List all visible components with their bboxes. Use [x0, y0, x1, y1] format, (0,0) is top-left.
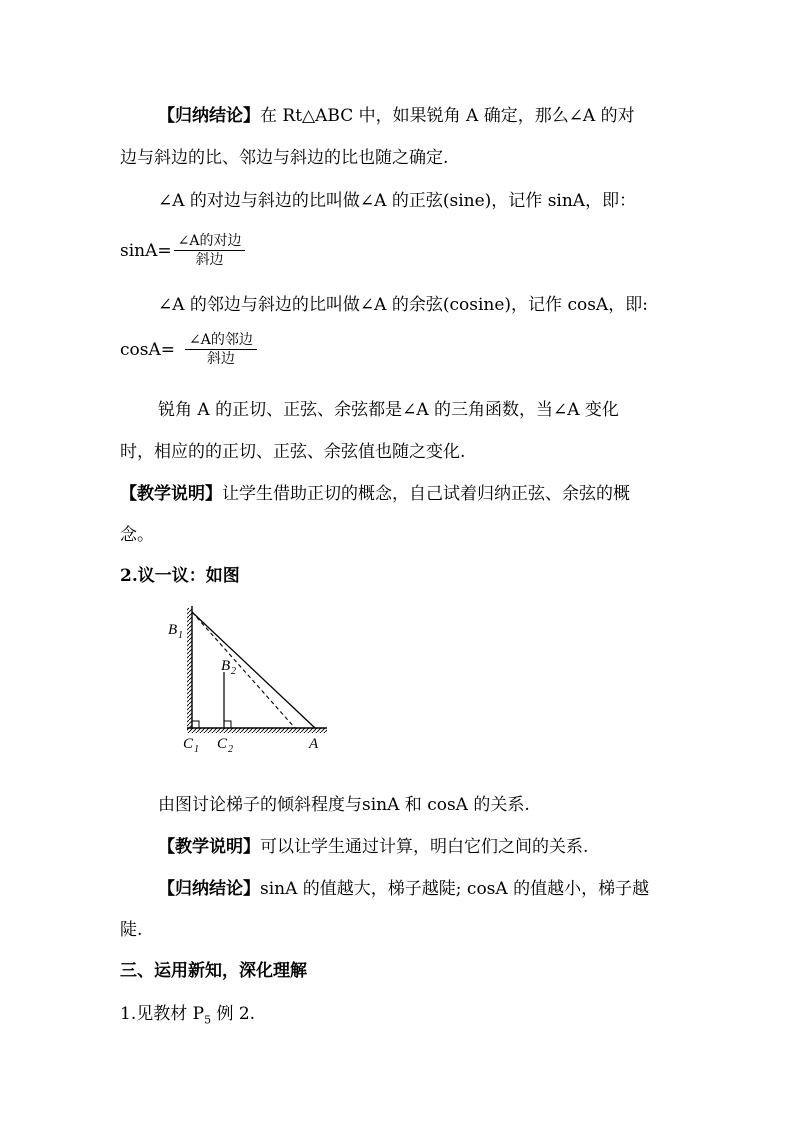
sine-formula: [120, 232, 245, 269]
wall-hatch: [187, 608, 192, 730]
teaching-note-1-line-1: [120, 482, 630, 506]
textbook-reference-prefix: 1.见教材 P: [120, 1004, 205, 1024]
sine-definition: ∠A 的对边与斜边的比叫做∠A 的正弦(sine)，记作 sinA，即：: [158, 191, 637, 211]
sine-numerator: ∠A的对边: [174, 232, 246, 251]
label-c2-sub: 2: [228, 744, 233, 755]
teaching-note-text: 让学生借助正切的概念，自己试着归纳正弦、余弦的概: [222, 484, 630, 504]
textbook-reference-page: 5: [204, 1013, 212, 1027]
ladder-discussion: 由图讨论梯子的倾斜程度与sinA 和 cosA 的关系.: [158, 795, 530, 815]
paragraph-conclusion-2-line-1: [158, 877, 649, 901]
document-page: [120, 0, 680, 1123]
textbook-reference: [120, 1002, 255, 1032]
paragraph-conclusion-1-line-2: 边与斜边的比、邻边与斜边的比也随之确定.: [120, 148, 449, 168]
ladder-diagram: [165, 600, 345, 755]
section-3-heading: 三、运用新知，深化理解: [120, 961, 307, 981]
paragraph-conclusion-2-line-2: 陡.: [120, 920, 143, 940]
teaching-note-2-label: 【教学说明】: [158, 837, 260, 857]
right-angle-c2: [224, 721, 231, 728]
teaching-note-1-line-2: 念。: [120, 525, 154, 545]
ladder-dashed: [192, 612, 295, 728]
teaching-note-2: [158, 835, 588, 859]
cosine-numerator: ∠A的邻边: [185, 331, 257, 350]
sine-formula-lhs: sinA=: [120, 240, 172, 261]
label-b1-sub: 1: [178, 630, 183, 641]
ground-hatch: [187, 728, 327, 733]
right-angle-c1: [192, 721, 199, 728]
cosine-formula: [120, 331, 257, 368]
label-c1-sub: 1: [194, 744, 199, 755]
label-c1: C: [183, 736, 194, 752]
paragraph-conclusion-1-line-1: [158, 104, 635, 128]
conclusion-2-label: 【归纳结论】: [158, 879, 260, 899]
teaching-note-label: 【教学说明】: [120, 484, 222, 504]
conclusion-label: 【归纳结论】: [158, 106, 260, 126]
section-2-heading: 2.议一议：如图: [120, 566, 240, 586]
label-a: A: [309, 736, 319, 752]
textbook-reference-suffix: 例 2.: [211, 1004, 256, 1024]
cosine-definition: ∠A 的邻边与斜边的比叫做∠A 的余弦(cosine)，记作 cosA，即:: [158, 295, 648, 315]
conclusion-2-text: sinA 的值越大，梯子越陡; cosA 的值越小，梯子越: [260, 879, 650, 899]
cosine-fraction: [185, 331, 257, 368]
sine-denominator: 斜边: [195, 252, 224, 268]
label-b1: B: [168, 622, 178, 638]
ladder-solid: [192, 612, 315, 728]
label-b2: B: [221, 658, 231, 674]
trig-function-line-1: 锐角 A 的正切、正弦、余弦都是∠A 的三角函数，当∠A 变化: [158, 400, 619, 420]
label-b2-sub: 2: [231, 666, 236, 677]
ladder-figure: [165, 600, 345, 755]
conclusion-text: 在 Rt△ABC 中，如果锐角 A 确定，那么∠A 的对: [260, 106, 635, 126]
label-c2: C: [217, 736, 228, 752]
cosine-denominator: 斜边: [206, 351, 235, 367]
teaching-note-2-text: 可以让学生通过计算，明白它们之间的关系.: [260, 837, 589, 857]
sine-fraction: [174, 232, 246, 269]
trig-function-line-2: 时，相应的的正切、正弦、余弦值也随之变化.: [120, 442, 466, 462]
cosine-formula-lhs: cosA=: [120, 339, 176, 360]
